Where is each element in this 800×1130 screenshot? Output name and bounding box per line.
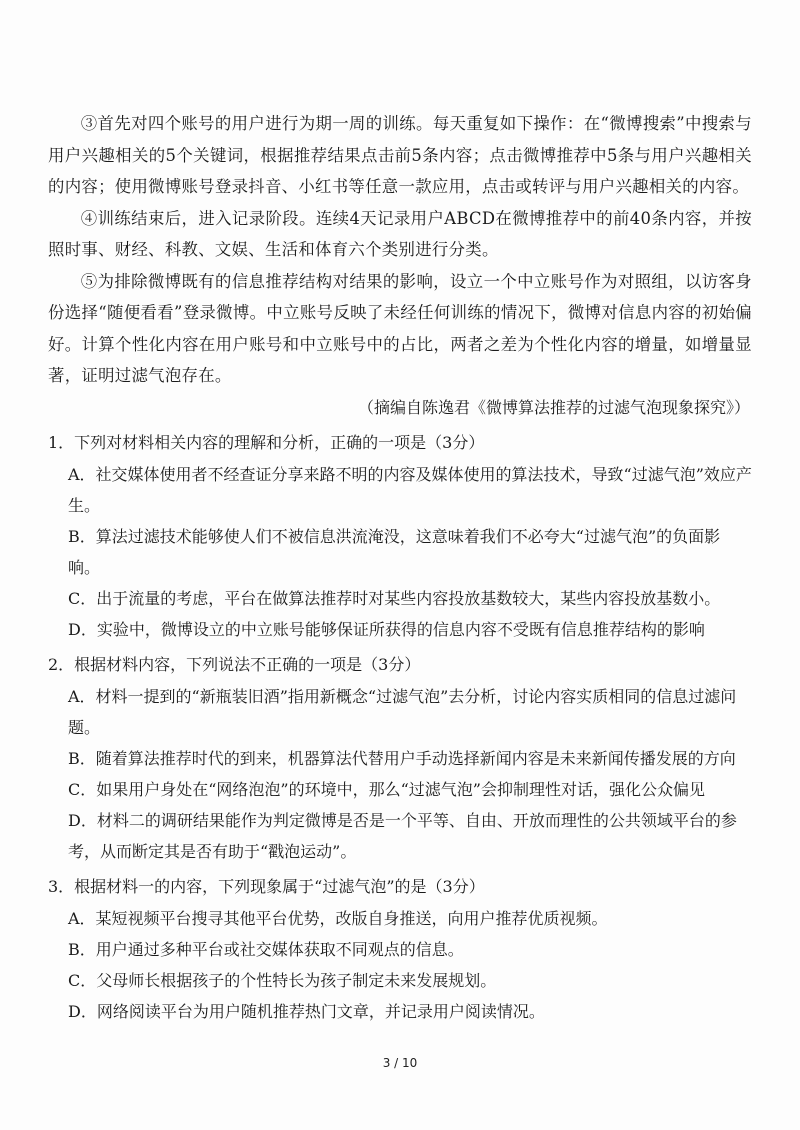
question-2 (48, 649, 752, 867)
page-number: 3 / 10 (382, 1056, 418, 1070)
paragraph-3: ③首先对四个账号的用户进行为期一周的训练。每天重复如下操作：在“微博搜索”中搜索与用户兴趣相关的5个关键词，根据推荐结果点击前5条内容；点击微博推荐中5条与用户兴趣相关的内容；使用微博账号登录抖音、小红书等任意一款应用，点击或转评与用户兴趣相关的内容。 (48, 114, 752, 196)
paragraph-4: ④训练结束后，进入记录阶段。连续4天记录用户ABCD在微博推荐中的前40条内容，并按照时事、财经、科教、文娱、生活和体育六个类别进行分类。 (48, 208, 752, 259)
paragraph-5: ⑤为排除微博既有的信息推荐结构对结果的影响，设立一个中立账号作为对照组，以访客身份选择“随便看看”登录微博。中立账号反映了未经任何训练的情况下，微博对信息内容的初始偏好。计算个性化内容在用户账号和中立账号中的占比，两者之差为个性化内容的增量，如增量显著，证明过滤气泡存在。 (48, 271, 752, 385)
source-citation: （摘编自陈逸君《微博算法推荐的过滤气泡现象探究》） (357, 397, 750, 417)
option-d: D．网络阅读平台为用户随机推荐热门文章，并记录用户阅读情况。 (68, 1001, 545, 1021)
option-a: A．社交媒体使用者不经查证分享来路不明的内容及媒体使用的算法技术，导致“过滤气泡”效应产生。 (68, 464, 752, 515)
question-stem: 2．根据材料内容，下列说法不正确的一项是（3分） (48, 654, 421, 674)
option-d: D．材料二的调研结果能作为判定微博是否是一个平等、自由、开放而理性的公共领域平台的参考，从而断定其是否有助于“戳泡运动”。 (68, 810, 737, 861)
option-a: A．材料一提到的“新瓶装旧酒”指用新概念“过滤气泡”去分析，讨论内容实质相同的信息过滤问题。 (68, 686, 737, 737)
option-c: C．出于流量的考虑，平台在做算法推荐时对某些内容投放基数较大，某些内容投放基数小。 (68, 588, 721, 608)
option-c: C．如果用户身处在“网络泡泡”的环境中，那么“过滤气泡”会抑制理性对话，强化公众偏见 (68, 779, 705, 799)
question-1 (48, 427, 752, 645)
page-content (48, 108, 752, 1027)
option-c: C．父母师长根据孩子的个性特长为孩子制定未来发展规划。 (68, 970, 497, 990)
option-b: B．随着算法推荐时代的到来，机器算法代替用户手动选择新闻内容是未来新闻传播发展的方向 (68, 748, 736, 768)
option-a: A．某短视频平台搜寻其他平台优势，改版自身推送，向用户推荐优质视频。 (68, 908, 608, 928)
option-b: B．用户通过多种平台或社交媒体获取不同观点的信息。 (68, 939, 464, 959)
option-b: B．算法过滤技术能够使人们不被信息洪流淹没，这意味着我们不必夸大“过滤气泡”的负面影响。 (68, 526, 721, 577)
option-d: D．实验中，微博设立的中立账号能够保证所获得的信息内容不受既有信息推荐结构的影响 (68, 619, 705, 639)
question-stem: 1．下列对材料相关内容的理解和分析，正确的一项是（3分） (48, 432, 485, 452)
question-stem: 3．根据材料一的内容，下列现象属于“过滤气泡”的是（3分） (48, 876, 485, 896)
question-3 (48, 871, 752, 1027)
